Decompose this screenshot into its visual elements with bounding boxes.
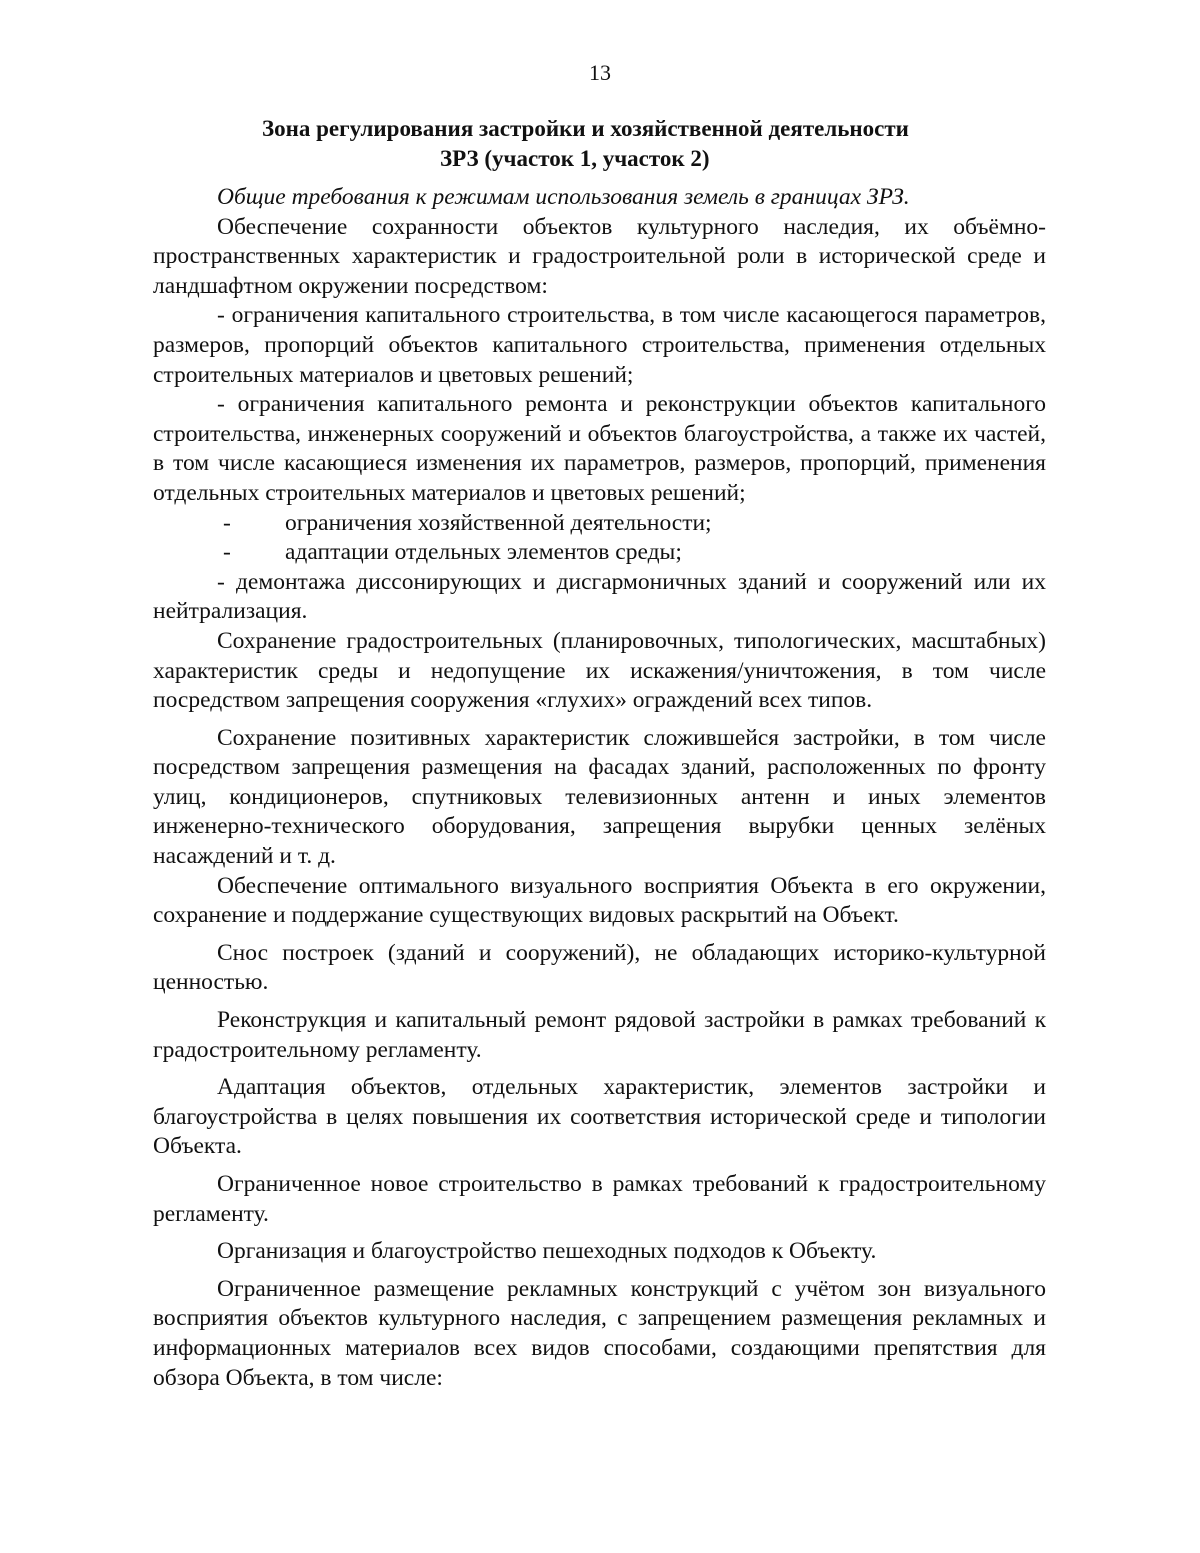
list-item: - демонтажа диссонирующих и дисгармоничных зданий и сооружений или их нейтрализация. [153, 568, 1046, 625]
section-title [262, 114, 1002, 174]
paragraph: Сохранение позитивных характеристик сложившейся застройки, в том числе посредством запрещения размещения на фасадах зданий, расположенных по фронту улиц, кондиционеров, спутниковых телевизионных антенн и иных элементов инженерно-технического оборудования, запрещения вырубки ценных зелёных насаждений и т. д. [153, 724, 1046, 870]
paragraph: Снос построек (зданий и сооружений), не обладающих историко-культурной ценностью. [153, 939, 1046, 996]
paragraph: Обеспечение оптимального визуального восприятия Объекта в его окружении, сохранение и поддержание существующих видовых раскрытий на Объект. [153, 872, 1046, 929]
section-title-line-2: ЗРЗ (участок 1, участок 2) [440, 146, 710, 171]
paragraph-general-requirements: Общие требования к режимам использования земель в границах ЗРЗ. [217, 184, 910, 210]
document-body [153, 183, 1046, 1393]
paragraph: Ограниченное новое строительство в рамках требований к градостроительному регламенту. [153, 1171, 1046, 1227]
list-item: - ограничения капитального строительства, в том числе касающегося параметров, размеров, пропорций объектов капитального строительства, применения отдельных строительных материалов и цветовых решений; [153, 302, 1046, 388]
list-item [153, 538, 1046, 568]
paragraph: Ограниченное размещение рекламных конструкций с учётом зон визуального восприятия объектов культурного наследия, с запрещением размещения рекламных и информационных материалов всех видов способами, создающими препятствия для обзора Объекта, в том числе: [153, 1275, 1046, 1391]
list-dash: - [223, 539, 231, 566]
section-title-line-1: Зона регулирования застройки и хозяйственной деятельности [262, 116, 909, 141]
page-number: 13 [589, 60, 611, 85]
list-item-text: адаптации отдельных элементов среды; [285, 539, 682, 566]
list-item [153, 509, 1046, 539]
paragraph: Обеспечение сохранности объектов культурного наследия, их объёмно-пространственных характеристик и градостроительной роли в исторической среде и ландшафтном окружении посредством: [153, 213, 1046, 299]
list-item: - ограничения капитального ремонта и реконструкции объектов капитального строительства, инженерных сооружений и объектов благоустройства, а также их частей, в том числе касающиеся изменения их параметров, размеров, пропорций, применения отдельных строительных материалов и цветовых решений; [153, 391, 1046, 506]
paragraph: Сохранение градостроительных (планировочных, типологических, масштабных) характеристик среды и недопущение их искажения/уничтожения, в том числе посредством запрещения сооружения «глухих» ограждений всех типов. [153, 627, 1046, 714]
paragraph: Организация и благоустройство пешеходных подходов к Объекту. [217, 1238, 877, 1265]
list-item-text: ограничения хозяйственной деятельности; [285, 509, 712, 536]
list-dash: - [223, 509, 231, 536]
paragraph: Адаптация объектов, отдельных характеристик, элементов застройки и благоустройства в целях повышения их соответствия исторической среде и типологии Объекта. [153, 1074, 1046, 1160]
paragraph: Реконструкция и капитальный ремонт рядовой застройки в рамках требований к градостроительному регламенту. [153, 1007, 1046, 1063]
